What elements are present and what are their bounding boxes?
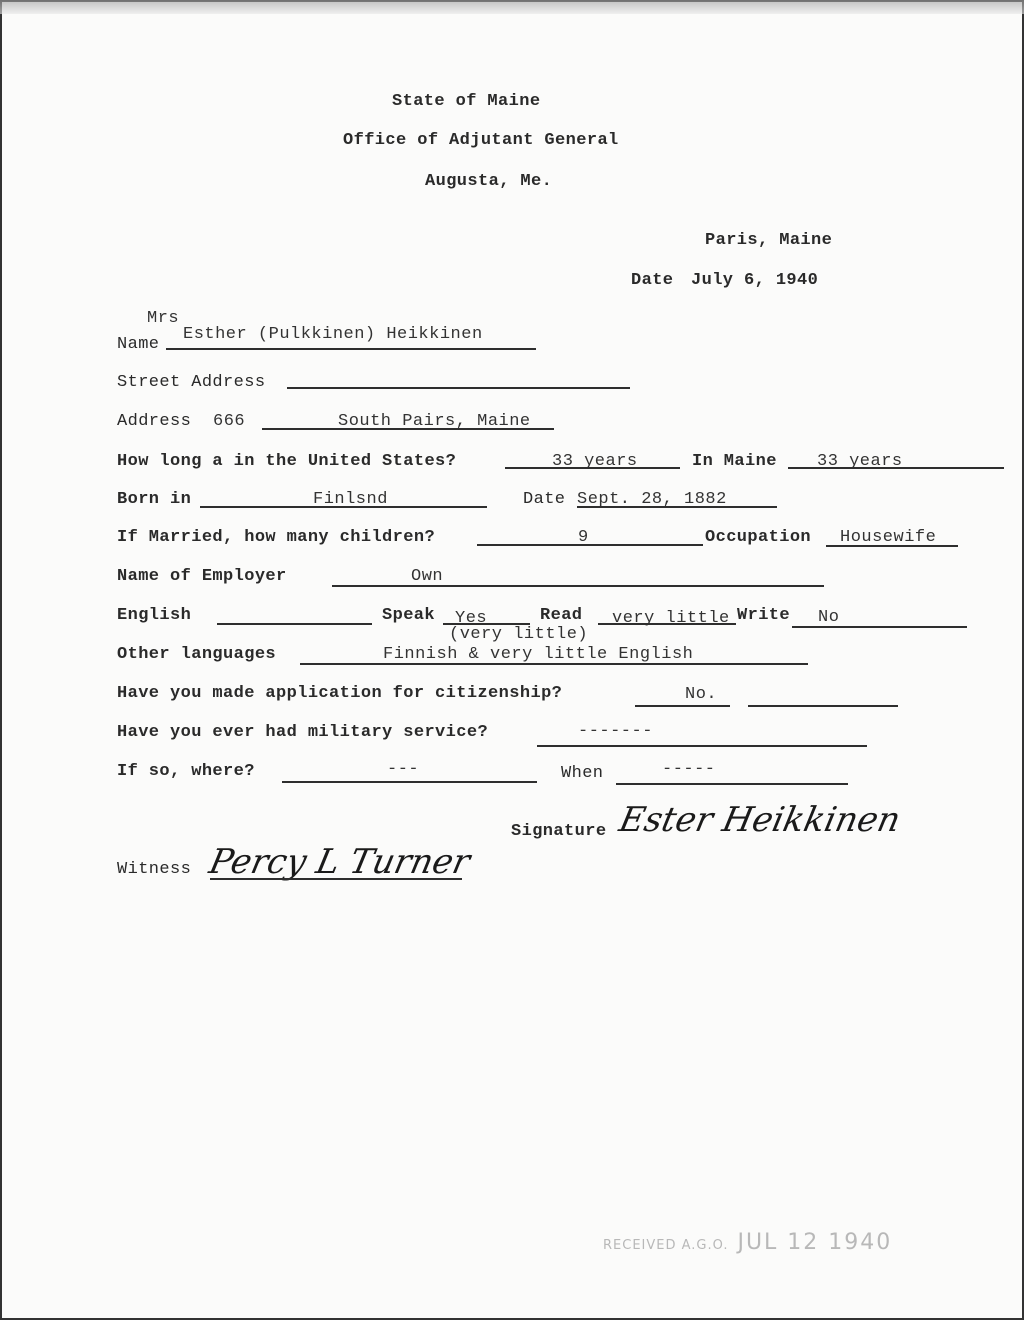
other-languages-value: Finnish & very little English xyxy=(383,645,694,664)
stamp-prefix: RECEIVED A.G.O. xyxy=(603,1238,729,1253)
header-city: Augusta, Me. xyxy=(425,172,553,191)
occupation-label: Occupation xyxy=(705,528,812,547)
street-label: Street Address xyxy=(117,373,266,392)
witness-line xyxy=(210,878,462,880)
speak-value: Yes xyxy=(455,609,488,628)
maine-label: In Maine xyxy=(692,452,777,471)
speak-note: (very little) xyxy=(449,625,589,644)
speak-label: Speak xyxy=(382,606,436,625)
write-line xyxy=(792,626,967,628)
witness-value: Percy L Turner xyxy=(205,842,474,882)
born-label: Born in xyxy=(117,490,192,509)
us-stay-value: 33 years xyxy=(552,452,638,471)
when-line xyxy=(616,783,848,785)
stamp-date: JUL 12 1940 xyxy=(737,1230,893,1255)
address-value: South Pairs, Maine xyxy=(338,412,531,431)
born-date-label: Date xyxy=(523,490,566,509)
citizenship-line-2 xyxy=(748,705,898,707)
where-value: --- xyxy=(387,760,420,779)
military-value: ------- xyxy=(578,722,653,741)
other-languages-label: Other languages xyxy=(117,645,277,664)
maine-value: 33 years xyxy=(817,452,903,471)
street-line xyxy=(287,387,630,389)
where-label: If so, where? xyxy=(117,762,255,781)
when-value: ----- xyxy=(662,760,716,779)
scan-edge xyxy=(0,0,1024,14)
employer-value: Own xyxy=(411,567,444,586)
date-value: July 6, 1940 xyxy=(691,271,819,290)
write-label: Write xyxy=(737,606,791,625)
other-languages-line xyxy=(300,663,808,665)
witness-label: Witness xyxy=(117,860,192,879)
header-office: Office of Adjutant General xyxy=(343,131,619,150)
read-line xyxy=(598,623,736,625)
children-label: If Married, how many children? xyxy=(117,528,436,547)
address-label: Address xyxy=(117,412,192,431)
children-value: 9 xyxy=(578,528,589,547)
english-line xyxy=(217,623,372,625)
born-date-line xyxy=(577,506,777,508)
maine-line xyxy=(788,467,1004,469)
header-state: State of Maine xyxy=(392,92,541,111)
employer-line xyxy=(332,585,824,587)
citizenship-line xyxy=(635,705,730,707)
read-label: Read xyxy=(540,606,583,625)
citizenship-label: Have you made application for citizenship? xyxy=(117,684,563,703)
received-stamp xyxy=(603,1230,892,1255)
name-line xyxy=(166,348,536,350)
us-stay-line xyxy=(505,467,680,469)
born-value: Finlsnd xyxy=(313,490,388,509)
name-value: Esther (Pulkkinen) Heikkinen xyxy=(183,325,483,344)
where-line xyxy=(282,781,537,783)
born-date-value: Sept. 28, 1882 xyxy=(577,490,727,509)
date-label: Date xyxy=(631,271,674,290)
signature-label: Signature xyxy=(511,822,607,841)
name-label: Name xyxy=(117,335,160,354)
signature-value: Ester Heikkinen xyxy=(615,800,905,840)
children-line xyxy=(477,544,703,546)
occupation-value: Housewife xyxy=(840,528,937,547)
read-value: very little xyxy=(612,609,730,628)
us-stay-label: How long a in the United States? xyxy=(117,452,457,471)
when-label: When xyxy=(561,764,604,783)
name-title: Mrs xyxy=(147,309,180,328)
address-prefix: 666 xyxy=(213,412,246,431)
military-line xyxy=(537,745,867,747)
place: Paris, Maine xyxy=(705,231,833,250)
occupation-line xyxy=(826,545,958,547)
born-line xyxy=(200,506,487,508)
english-label: English xyxy=(117,606,192,625)
military-label: Have you ever had military service? xyxy=(117,723,489,742)
citizenship-value: No. xyxy=(685,685,718,704)
write-value: No xyxy=(818,608,840,627)
address-line xyxy=(262,428,554,430)
employer-label: Name of Employer xyxy=(117,567,287,586)
